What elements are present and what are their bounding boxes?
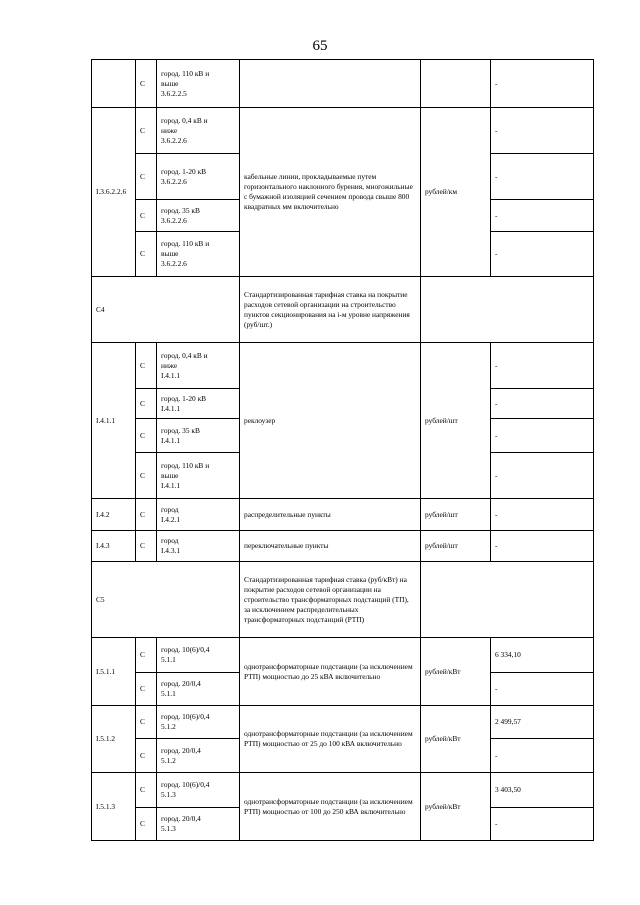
c-cell: С: [136, 108, 157, 154]
voltage-level-cell: город. 10(6)/0,4 5.1.2: [157, 706, 240, 739]
unit-cell: рублей/км: [421, 108, 491, 277]
description-cell: переключательные пункты: [240, 531, 421, 562]
c-cell: С: [136, 673, 157, 706]
unit-cell: [421, 60, 491, 108]
section-empty-cell: [421, 277, 594, 343]
c-cell: С: [136, 638, 157, 673]
voltage-level-cell: город. 20/0,4 5.1.3: [157, 808, 240, 841]
section-header-row: [92, 277, 594, 343]
value-cell: 2 499,57: [491, 706, 594, 739]
description-cell: кабельные линии, прокладываемые путем горизонтального наклонного бурения, многожильные с бумажной изоляцией сечением провода свыше 800 квадратных мм включительно: [240, 108, 421, 277]
description-cell: [240, 60, 421, 108]
description-cell: однотрансформаторные подстанции (за исключением РТП) мощностью от 100 до 250 кВА включительно: [240, 773, 421, 841]
c-cell: С: [136, 343, 157, 389]
code-cell: I.5.1.3: [92, 773, 136, 841]
value-cell: -: [491, 453, 594, 499]
unit-cell: рублей/шт: [421, 499, 491, 531]
c-cell: С: [136, 60, 157, 108]
c-cell: С: [136, 453, 157, 499]
description-cell: однотрансформаторные подстанции (за исключением РТП) мощностью от 25 до 100 кВА включительно: [240, 706, 421, 773]
voltage-level-cell: город. 35 кВ 3.6.2.2.6: [157, 200, 240, 232]
table-row: [92, 108, 594, 154]
code-cell: I.4.1.1: [92, 343, 136, 499]
voltage-level-cell: город. 110 кВ и выше 3.6.2.2.5: [157, 60, 240, 108]
voltage-level-cell: город. 110 кВ и выше I.4.1.1: [157, 453, 240, 499]
value-cell: -: [491, 200, 594, 232]
c-cell: С: [136, 773, 157, 808]
value-cell: -: [491, 108, 594, 154]
voltage-level-cell: город. 110 кВ и выше 3.6.2.2.6: [157, 232, 240, 277]
value-cell: -: [491, 389, 594, 419]
value-cell: -: [491, 232, 594, 277]
c-cell: С: [136, 739, 157, 773]
code-cell: I.3.6.2.2.6: [92, 108, 136, 277]
voltage-level-cell: город. 10(6)/0,4 5.1.1: [157, 638, 240, 673]
section-description-cell: Стандартизированная тарифная ставка на покрытие расходов сетевой организации на строительство пунктов секционирования на i-м уровне напряжения (руб/шт.): [240, 277, 421, 343]
unit-cell: рублей/шт: [421, 531, 491, 562]
voltage-level-cell: город. 1-20 кВ 3.6.2.2.6: [157, 154, 240, 200]
value-cell: -: [491, 739, 594, 773]
code-cell: I.4.3: [92, 531, 136, 562]
page-number: 65: [312, 38, 328, 54]
code-cell: I.5.1.1: [92, 638, 136, 706]
value-cell: -: [491, 499, 594, 531]
value-cell: 3 403,50: [491, 773, 594, 808]
value-cell: 6 334,10: [491, 638, 594, 673]
unit-cell: рублей/шт: [421, 343, 491, 499]
tariff-table-body: [92, 60, 594, 841]
c-cell: С: [136, 808, 157, 841]
table-row: [92, 60, 594, 108]
c-cell: С: [136, 531, 157, 562]
table-row: [92, 773, 594, 808]
unit-cell: рублей/кВт: [421, 638, 491, 706]
table-row: [92, 343, 594, 389]
voltage-level-cell: город. 0,4 кВ и ниже I.4.1.1: [157, 343, 240, 389]
voltage-level-cell: город I.4.2.1: [157, 499, 240, 531]
table-row: [92, 706, 594, 739]
voltage-level-cell: город. 20/0,4 5.1.1: [157, 673, 240, 706]
value-cell: -: [491, 808, 594, 841]
unit-cell: рублей/кВт: [421, 773, 491, 841]
section-empty-cell: [421, 562, 594, 638]
c-cell: С: [136, 232, 157, 277]
description-cell: распределительные пункты: [240, 499, 421, 531]
voltage-level-cell: город. 0,4 кВ и ниже 3.6.2.2.6: [157, 108, 240, 154]
section-header-row: [92, 562, 594, 638]
value-cell: -: [491, 419, 594, 453]
voltage-level-cell: город. 10(6)/0,4 5.1.3: [157, 773, 240, 808]
section-code-cell: C4: [92, 277, 240, 343]
code-cell: [92, 60, 136, 108]
table-row: [92, 638, 594, 673]
table-row: [92, 499, 594, 531]
value-cell: -: [491, 154, 594, 200]
voltage-level-cell: город. 35 кВ I.4.1.1: [157, 419, 240, 453]
voltage-level-cell: город. 1-20 кВ I.4.1.1: [157, 389, 240, 419]
section-description-cell: Стандартизированная тарифная ставка (руб/кВт) на покрытие расходов сетевой организации на строительство трансформаторных подстанций (ТП), за исключением распределительных трансформаторных подстанций (РТП): [240, 562, 421, 638]
c-cell: С: [136, 389, 157, 419]
description-cell: реклоузер: [240, 343, 421, 499]
description-cell: однотрансформаторные подстанции (за исключением РТП) мощностью до 25 кВА включительно: [240, 638, 421, 706]
c-cell: С: [136, 154, 157, 200]
value-cell: -: [491, 343, 594, 389]
value-cell: -: [491, 531, 594, 562]
table-row: [92, 531, 594, 562]
code-cell: I.5.1.2: [92, 706, 136, 773]
unit-cell: рублей/кВт: [421, 706, 491, 773]
voltage-level-cell: город. 20/0,4 5.1.2: [157, 739, 240, 773]
c-cell: С: [136, 200, 157, 232]
value-cell: -: [491, 60, 594, 108]
tariff-table: [91, 59, 594, 841]
c-cell: С: [136, 499, 157, 531]
section-code-cell: C5: [92, 562, 240, 638]
code-cell: I.4.2: [92, 499, 136, 531]
voltage-level-cell: город I.4.3.1: [157, 531, 240, 562]
value-cell: -: [491, 673, 594, 706]
c-cell: С: [136, 419, 157, 453]
c-cell: С: [136, 706, 157, 739]
